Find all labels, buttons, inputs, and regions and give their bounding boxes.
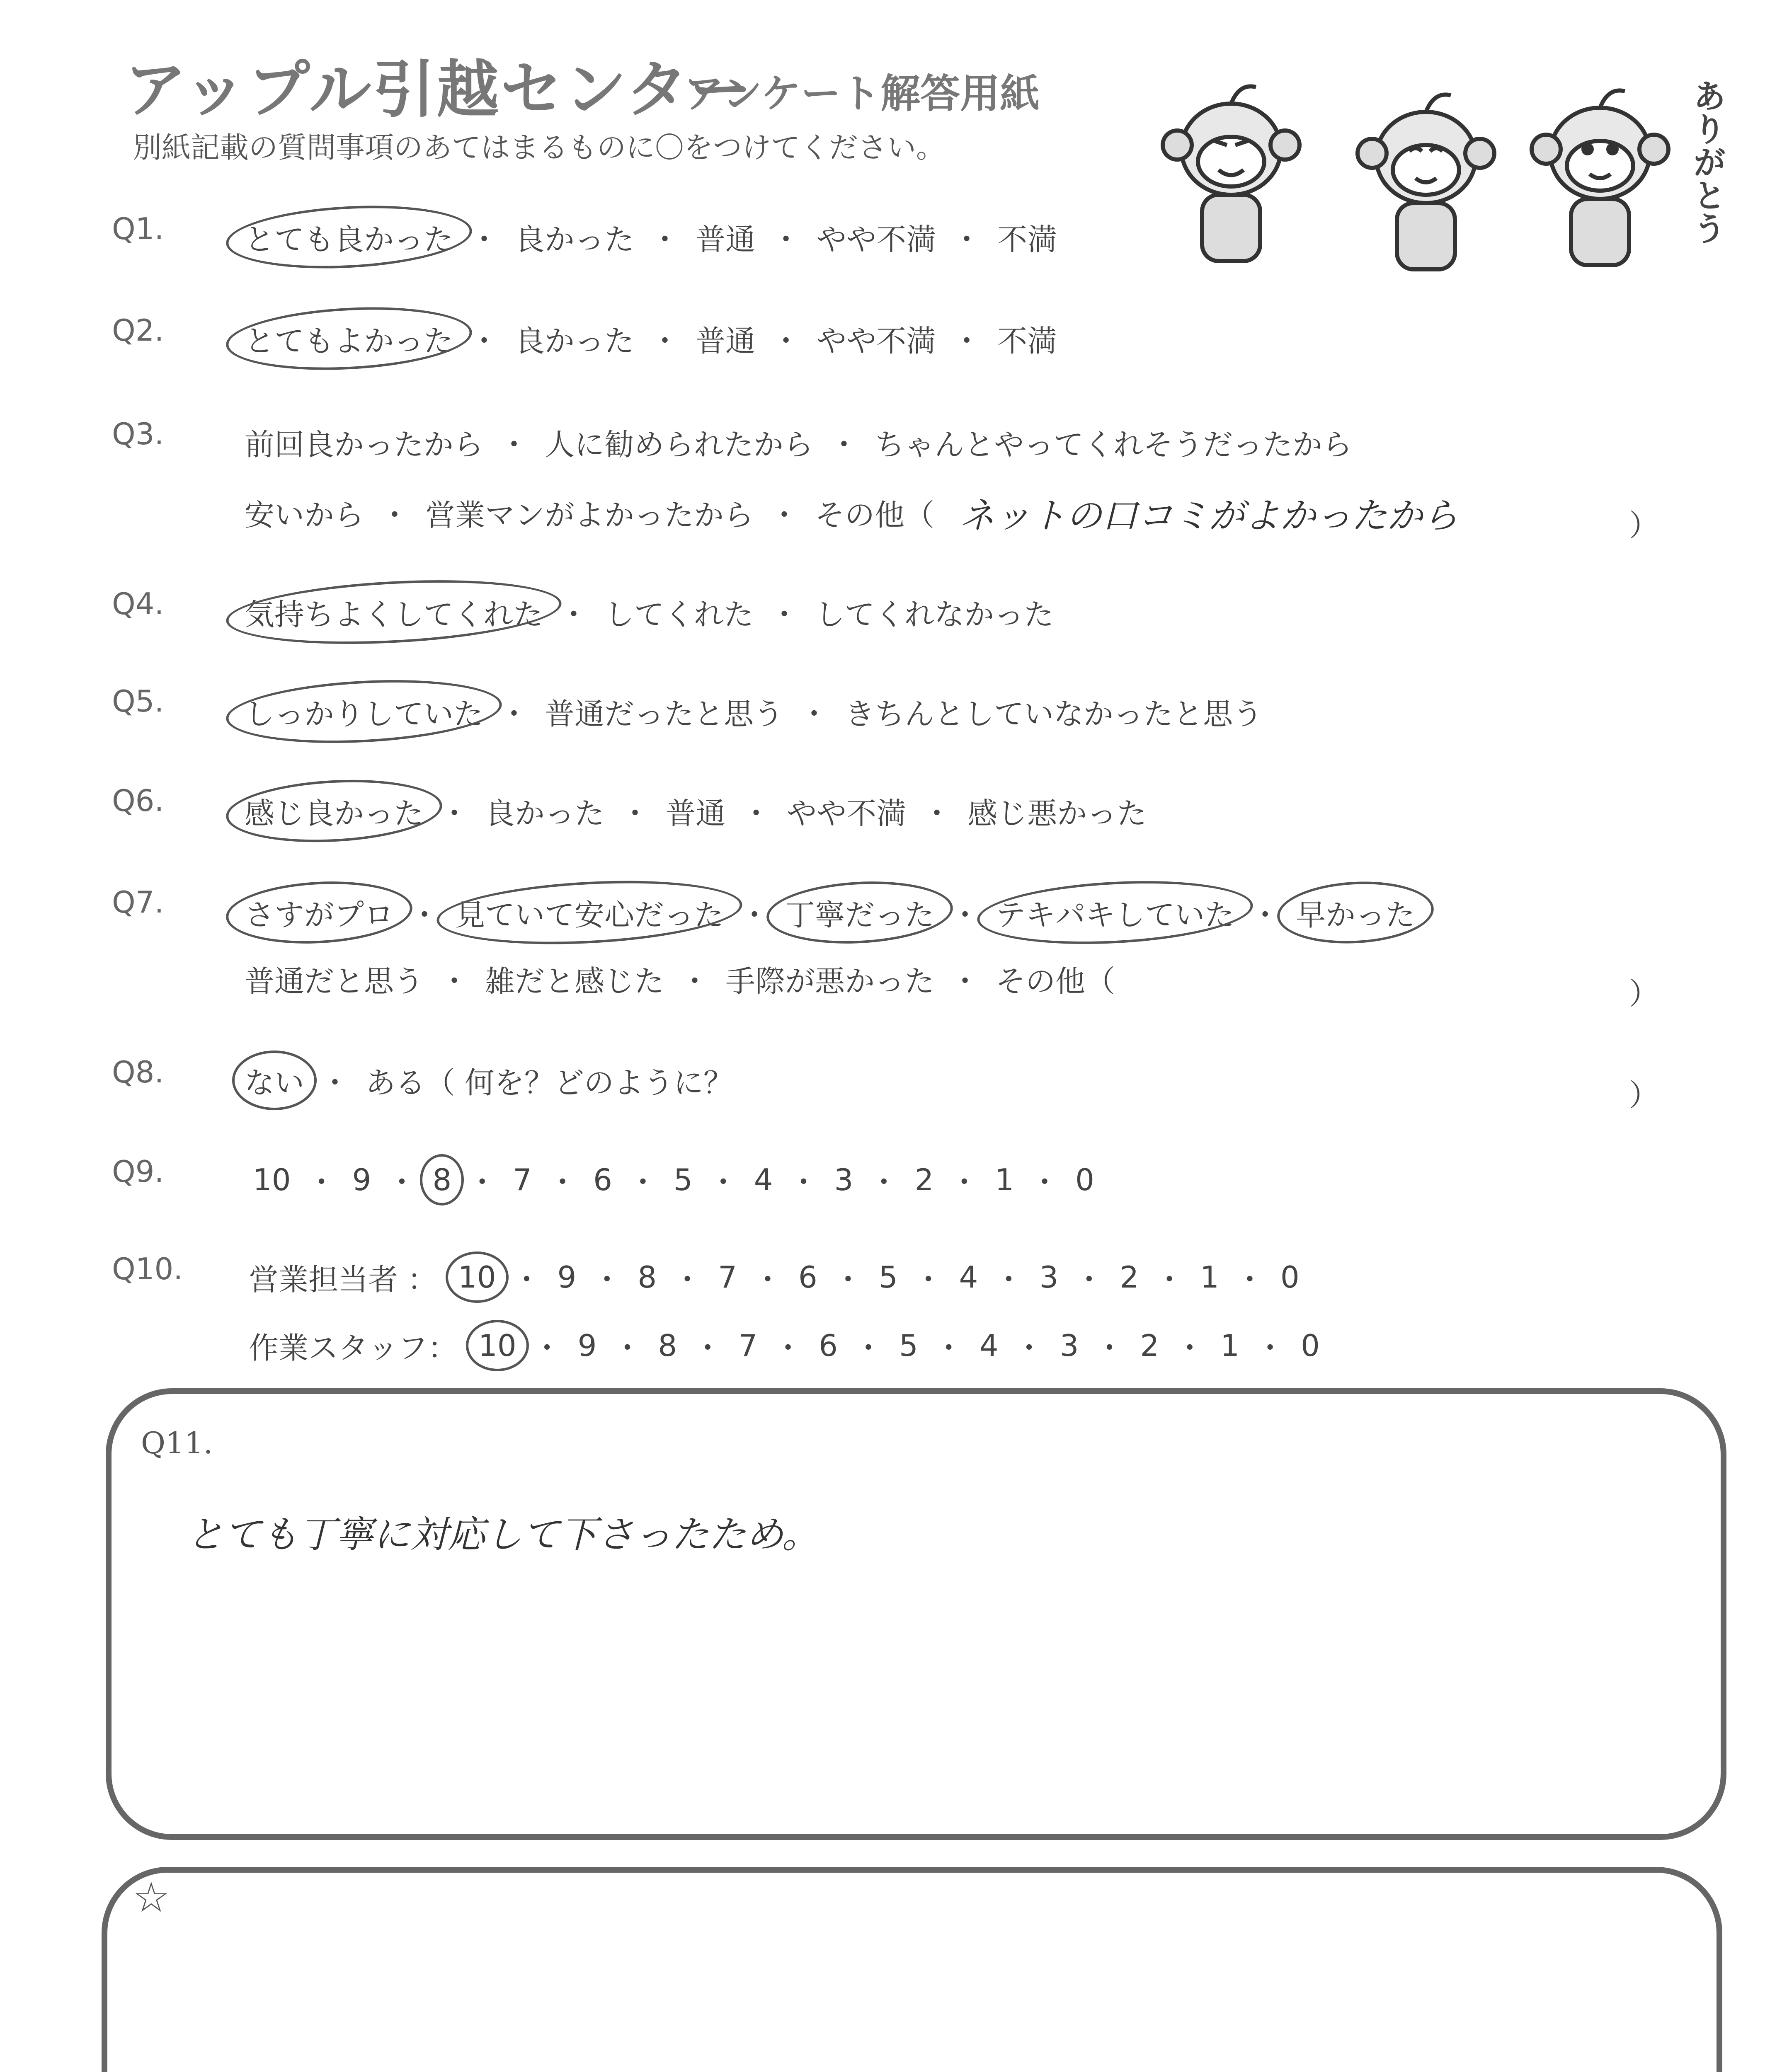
q7-option[interactable]: 普通だと思う [245, 964, 424, 999]
q3-other-answer[interactable]: ネットの口コミがよかったから [959, 495, 1459, 537]
q3-option[interactable]: ちゃんとやってくれそうだったから [875, 427, 1353, 462]
q3-options-line1: 前回良かったから ・ 人に勧められたから ・ ちゃんとやってくれそうだったから [245, 421, 1352, 464]
q1-option[interactable]: 不満 [997, 222, 1057, 257]
q9-score[interactable]: 2 [914, 1162, 934, 1197]
q7-option[interactable]: 見ていて安心だった [455, 891, 724, 934]
q10-staff-score[interactable]: 9 [577, 1328, 597, 1363]
q5-option[interactable]: 普通だったと思う [545, 697, 784, 731]
q2-options: とてもよかった ・ 良かった ・ 普通 ・ やや不満 ・ 不満 [245, 317, 1057, 360]
q10-staff-label: 作業スタッフ： [249, 1331, 458, 1365]
q9-score[interactable]: 1 [995, 1162, 1014, 1197]
q3-label: Q3. [112, 416, 164, 451]
star-icon: ☆ [133, 1873, 170, 1922]
q9-score[interactable]: 6 [593, 1162, 612, 1197]
q10-staff-score[interactable]: 10 [478, 1328, 516, 1363]
q7-option-other[interactable]: その他（ [996, 964, 1115, 999]
q9-score[interactable]: 8 [432, 1162, 452, 1197]
q3-close-paren: ） [1629, 508, 1659, 543]
q10-sales-score[interactable]: 1 [1200, 1260, 1219, 1295]
q7-option[interactable]: 雑だと感じた [485, 964, 664, 999]
q10-sales-score[interactable]: 3 [1039, 1260, 1059, 1295]
q4-option[interactable]: してくれなかった [815, 597, 1054, 632]
q10-staff-score[interactable]: 4 [979, 1328, 999, 1363]
q1-option[interactable]: 良かった [515, 222, 635, 257]
q10-staff-score[interactable]: 6 [819, 1328, 838, 1363]
q2-option[interactable]: 良かった [515, 324, 635, 358]
q10-staff-scale: 作業スタッフ： 10 ・ 9 ・ 8 ・ 7 ・ 6 ・ 5 ・ 4 ・ 3 ・ 2 ・ 1 ・ 0 [249, 1324, 1320, 1367]
q8-close-paren: ） [1629, 1078, 1659, 1113]
q9-label: Q9. [112, 1154, 164, 1189]
q10-staff-score[interactable]: 7 [738, 1328, 758, 1363]
q10-sales-score[interactable]: 0 [1280, 1260, 1300, 1295]
q8-option[interactable]: ない [245, 1059, 304, 1102]
q9-score[interactable]: 0 [1075, 1162, 1094, 1197]
q11-label: Q11. [141, 1426, 213, 1460]
q10-sales-score[interactable]: 6 [798, 1260, 817, 1295]
q10-sales-scale: 営業担当者 ： 10 ・ 9 ・ 8 ・ 7 ・ 6 ・ 5 ・ 4 ・ 3 ・ 2 ・ 1 ・ 0 [249, 1256, 1300, 1299]
q6-option[interactable]: 普通 [666, 796, 726, 831]
q10-label: Q10. [112, 1251, 183, 1286]
q9-scale: 10 ・ 9 ・ 8 ・ 7 ・ 6 ・ 5 ・ 4 ・ 3 ・ 2 ・ 1 ・ 0 [253, 1162, 1094, 1200]
q2-option[interactable]: 不満 [997, 324, 1057, 358]
q9-score[interactable]: 7 [513, 1162, 532, 1197]
q7-options-line1: さすがプロ ・ 見ていて安心だった ・ 丁寧だった ・ テキパキしていた ・ 早かった [245, 891, 1415, 934]
q6-option[interactable]: 良かった [485, 796, 605, 831]
q3-option-other[interactable]: その他（ [815, 498, 935, 533]
q7-option[interactable]: 早かった [1296, 891, 1415, 934]
q8-options: ない ・ ある（ 何を？どのように？ [245, 1059, 733, 1102]
q4-options: 気持ちよくしてくれた ・ してくれた ・ してくれなかった [245, 591, 1054, 634]
instruction-text: 別紙記載の質問事項のあてはまるものに〇をつけてください。 [133, 131, 945, 165]
q9-score[interactable]: 9 [352, 1162, 371, 1197]
q10-staff-score[interactable]: 5 [899, 1328, 918, 1363]
q10-sales-score[interactable]: 8 [638, 1260, 657, 1295]
q7-option[interactable]: 手際が悪かった [725, 964, 935, 999]
q10-sales-score[interactable]: 9 [557, 1260, 577, 1295]
q1-option[interactable]: やや不満 [817, 222, 936, 257]
q8-label: Q8. [112, 1055, 164, 1089]
q10-sales-score[interactable]: 2 [1120, 1260, 1139, 1295]
q7-option[interactable]: 丁寧だった [785, 891, 934, 934]
q4-option[interactable]: 気持ちよくしてくれた [245, 591, 543, 634]
q6-options: 感じ良かった ・ 良かった ・ 普通 ・ やや不満 ・ 感じ悪かった [245, 789, 1147, 833]
q1-options: とても良かった ・ 良かった ・ 普通 ・ やや不満 ・ 不満 [245, 215, 1057, 259]
q5-option[interactable]: しっかりしていた [245, 690, 483, 733]
q2-label: Q2. [112, 313, 164, 348]
q11-answer[interactable]: とても丁寧に対応して下さったため。 [187, 1513, 819, 1556]
q5-option[interactable]: きちんとしていなかったと思う [845, 697, 1263, 731]
form-subtitle: アンケート解答用紙 [684, 70, 1040, 117]
q10-sales-score[interactable]: 4 [959, 1260, 978, 1295]
q10-staff-score[interactable]: 0 [1301, 1328, 1320, 1363]
q7-option[interactable]: さすがプロ [245, 891, 394, 934]
q2-option[interactable]: やや不満 [817, 324, 936, 358]
q10-staff-score[interactable]: 2 [1140, 1328, 1159, 1363]
q10-staff-score[interactable]: 1 [1220, 1328, 1240, 1363]
star-comment-box[interactable] [102, 1867, 1722, 2072]
q10-sales-score[interactable]: 7 [718, 1260, 737, 1295]
q9-score[interactable]: 4 [754, 1162, 773, 1197]
q7-option[interactable]: テキパキしていた [996, 891, 1234, 934]
q9-score[interactable]: 10 [253, 1162, 291, 1197]
q2-option[interactable]: 普通 [696, 324, 756, 358]
q3-option[interactable]: 前回良かったから [245, 427, 484, 462]
q1-option[interactable]: とても良かった [245, 215, 453, 259]
q10-sales-score[interactable]: 10 [458, 1260, 496, 1295]
q3-option[interactable]: 安いから [245, 498, 364, 533]
q6-option[interactable]: 感じ悪かった [967, 796, 1147, 831]
form-title: アップル引越センター [124, 54, 754, 126]
q6-option[interactable]: やや不満 [787, 796, 907, 831]
q9-score[interactable]: 3 [834, 1162, 853, 1197]
q10-staff-score[interactable]: 8 [658, 1328, 677, 1363]
q10-staff-score[interactable]: 3 [1060, 1328, 1079, 1363]
q7-close-paren: ） [1629, 976, 1659, 1011]
q6-label: Q6. [112, 783, 164, 818]
q5-label: Q5. [112, 684, 164, 719]
q6-option[interactable]: 感じ良かった [245, 789, 424, 833]
q7-label: Q7. [112, 885, 164, 920]
q10-sales-score[interactable]: 5 [878, 1260, 898, 1295]
q3-options-line2: 安いから ・ 営業マンがよかったから ・ その他（ ネットの口コミがよかったから [245, 487, 1458, 538]
q11-comment-box[interactable] [106, 1388, 1726, 1840]
q4-label: Q4. [112, 586, 164, 621]
q2-option[interactable]: とてもよかった [245, 317, 453, 360]
q9-score[interactable]: 5 [673, 1162, 693, 1197]
mascot-thanks-text: ありがとう [1687, 79, 1726, 244]
q1-label: Q1. [112, 211, 164, 246]
q4-option[interactable]: してくれた [604, 597, 754, 632]
q7-options-line2: 普通だと思う ・ 雑だと感じた ・ 手際が悪かった ・ その他（ [245, 957, 1115, 1000]
q3-option[interactable]: 人に勧められたから [545, 427, 814, 462]
monkey-mascot-icon [1161, 58, 1724, 290]
q5-options: しっかりしていた ・ 普通だったと思う ・ きちんとしていなかったと思う [245, 690, 1263, 733]
q3-option[interactable]: 営業マンがよかったから [425, 498, 754, 533]
q1-option[interactable]: 普通 [696, 222, 756, 257]
q10-sales-label: 営業担当者 ： [249, 1262, 437, 1297]
q8-option[interactable]: ある（ 何を？どのように？ [366, 1065, 733, 1100]
